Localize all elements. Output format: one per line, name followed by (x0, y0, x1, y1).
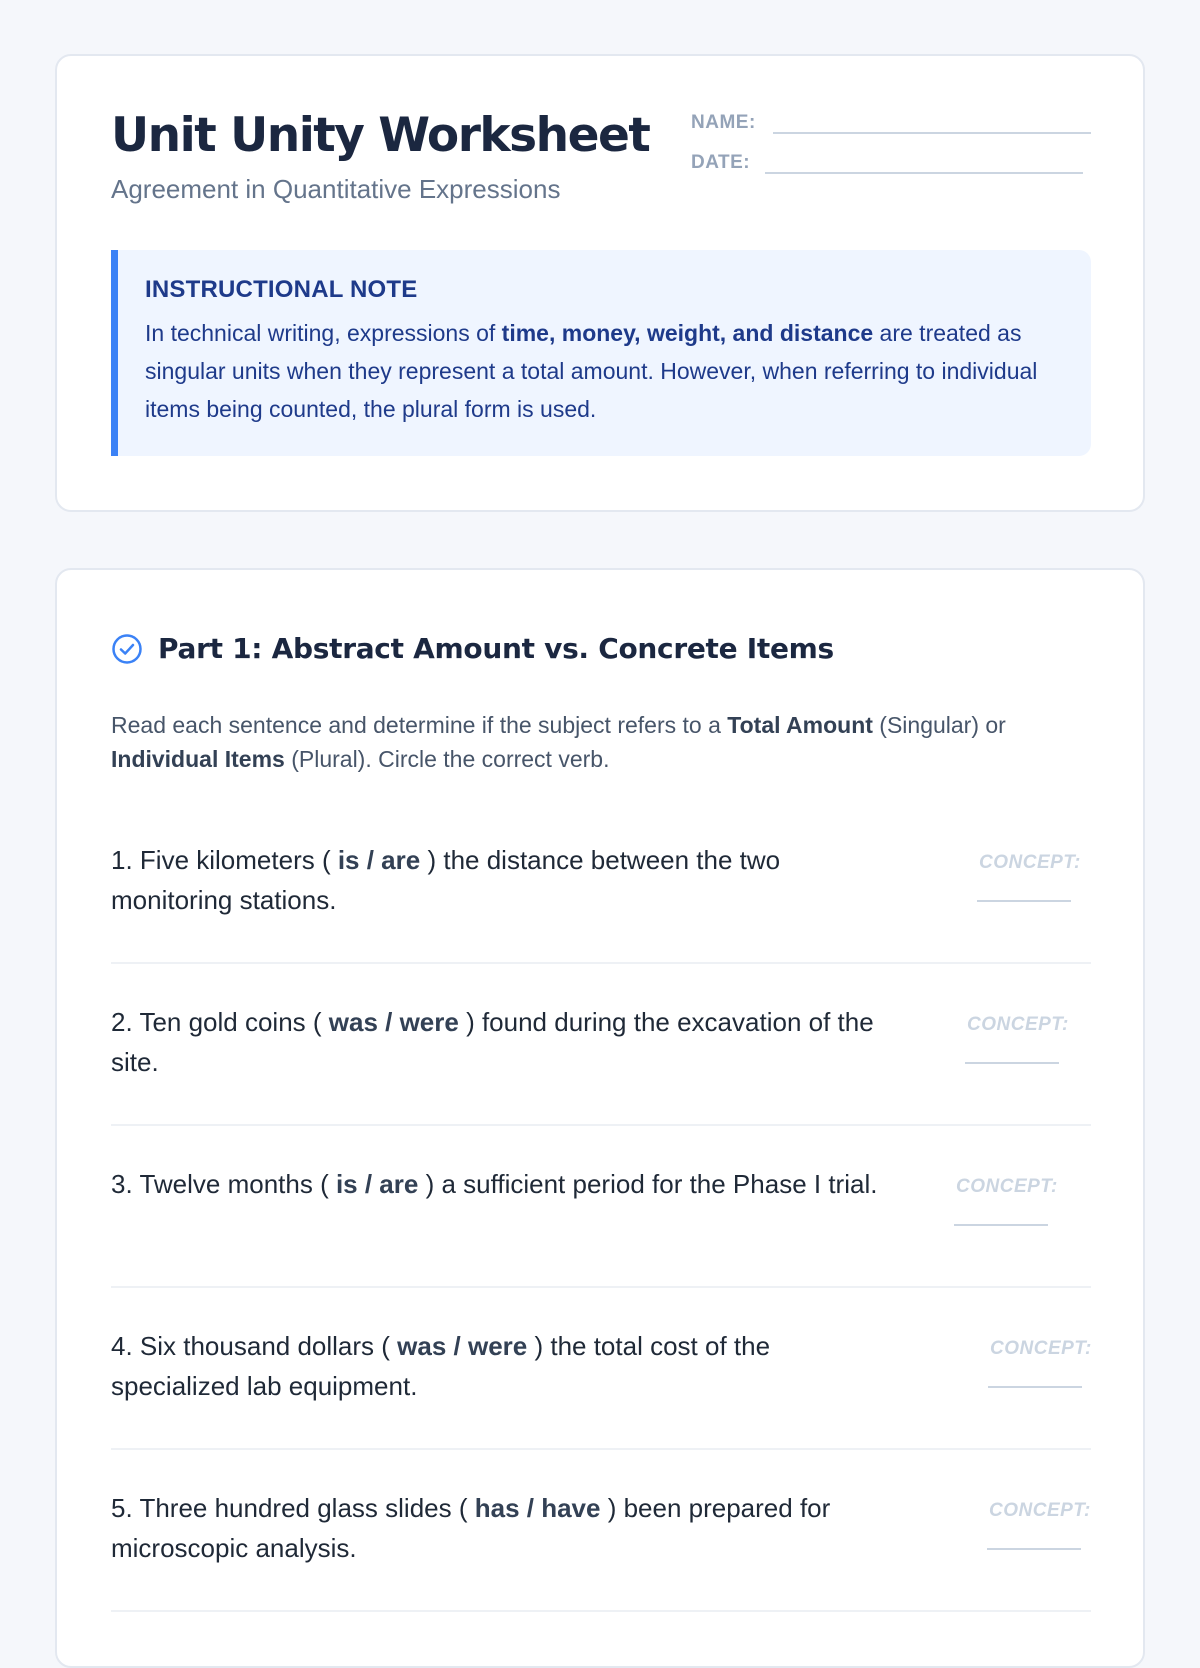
question-text: 4. Six thousand dollars ( was / were ) the total cost of the specialized lab equipment. (111, 1331, 771, 1401)
date-field[interactable] (765, 172, 1083, 174)
concept-answer-field[interactable] (965, 1062, 1059, 1064)
name-field[interactable] (773, 132, 1091, 134)
verb-choice[interactable]: is / are (337, 845, 421, 875)
question-item (111, 1002, 1091, 1126)
concept-label: CONCEPT: (979, 852, 1081, 873)
page-subtitle: Agreement in Quantitative Expressions (111, 174, 561, 204)
name-label: NAME: (691, 112, 756, 133)
concept-answer-field[interactable] (987, 1548, 1081, 1550)
question-text: 1. Five kilometers ( is / are ) the distance between the two monitoring stations. (111, 845, 781, 915)
question-item (111, 1164, 1091, 1288)
note-title: INSTRUCTIONAL NOTE (145, 276, 418, 303)
instructional-note (111, 250, 1091, 456)
part-1-heading (111, 632, 834, 665)
concept-label: CONCEPT: (990, 1338, 1092, 1359)
note-text: In technical writing, expressions of time, money, weight, and distance are treated as singular units when they represent a total amount. However, when referring to individual items being counted, the plural form is used. (145, 320, 1038, 422)
verb-choice[interactable]: is / are (335, 1169, 419, 1199)
verb-choice[interactable]: was / were (328, 1007, 459, 1037)
question-text: 2. Ten gold coins ( was / were ) found during the excavation of the site. (111, 1007, 874, 1077)
question-item (111, 1326, 1091, 1450)
concept-label: CONCEPT: (989, 1500, 1091, 1521)
question-text: 3. Twelve months ( is / are ) a sufficient period for the Phase I trial. (111, 1169, 878, 1199)
verb-choice[interactable]: was / were (397, 1331, 528, 1361)
date-label: DATE: (691, 152, 751, 173)
worksheet-header-card (55, 54, 1145, 512)
concept-label: CONCEPT: (956, 1176, 1058, 1197)
question-text: 5. Three hundred glass slides ( has / have ) been prepared for microscopic analysis. (111, 1493, 831, 1563)
concept-answer-field[interactable] (977, 900, 1071, 902)
part-1-card (55, 568, 1145, 1668)
part-1-instructions: Read each sentence and determine if the subject refers to a Total Amount (Singular) or Individual Items (Plural). Circle the correct verb. (111, 712, 1006, 772)
concept-answer-field[interactable] (954, 1224, 1048, 1226)
concept-answer-field[interactable] (988, 1386, 1082, 1388)
page-title: Unit Unity Worksheet (111, 108, 650, 163)
concept-label: CONCEPT: (967, 1014, 1069, 1035)
verb-choice[interactable]: has / have (474, 1493, 601, 1523)
part-1-title: Part 1: Abstract Amount vs. Concrete Items (158, 632, 834, 665)
question-item (111, 1488, 1091, 1612)
check-circle-icon (111, 633, 143, 665)
question-item (111, 840, 1091, 964)
